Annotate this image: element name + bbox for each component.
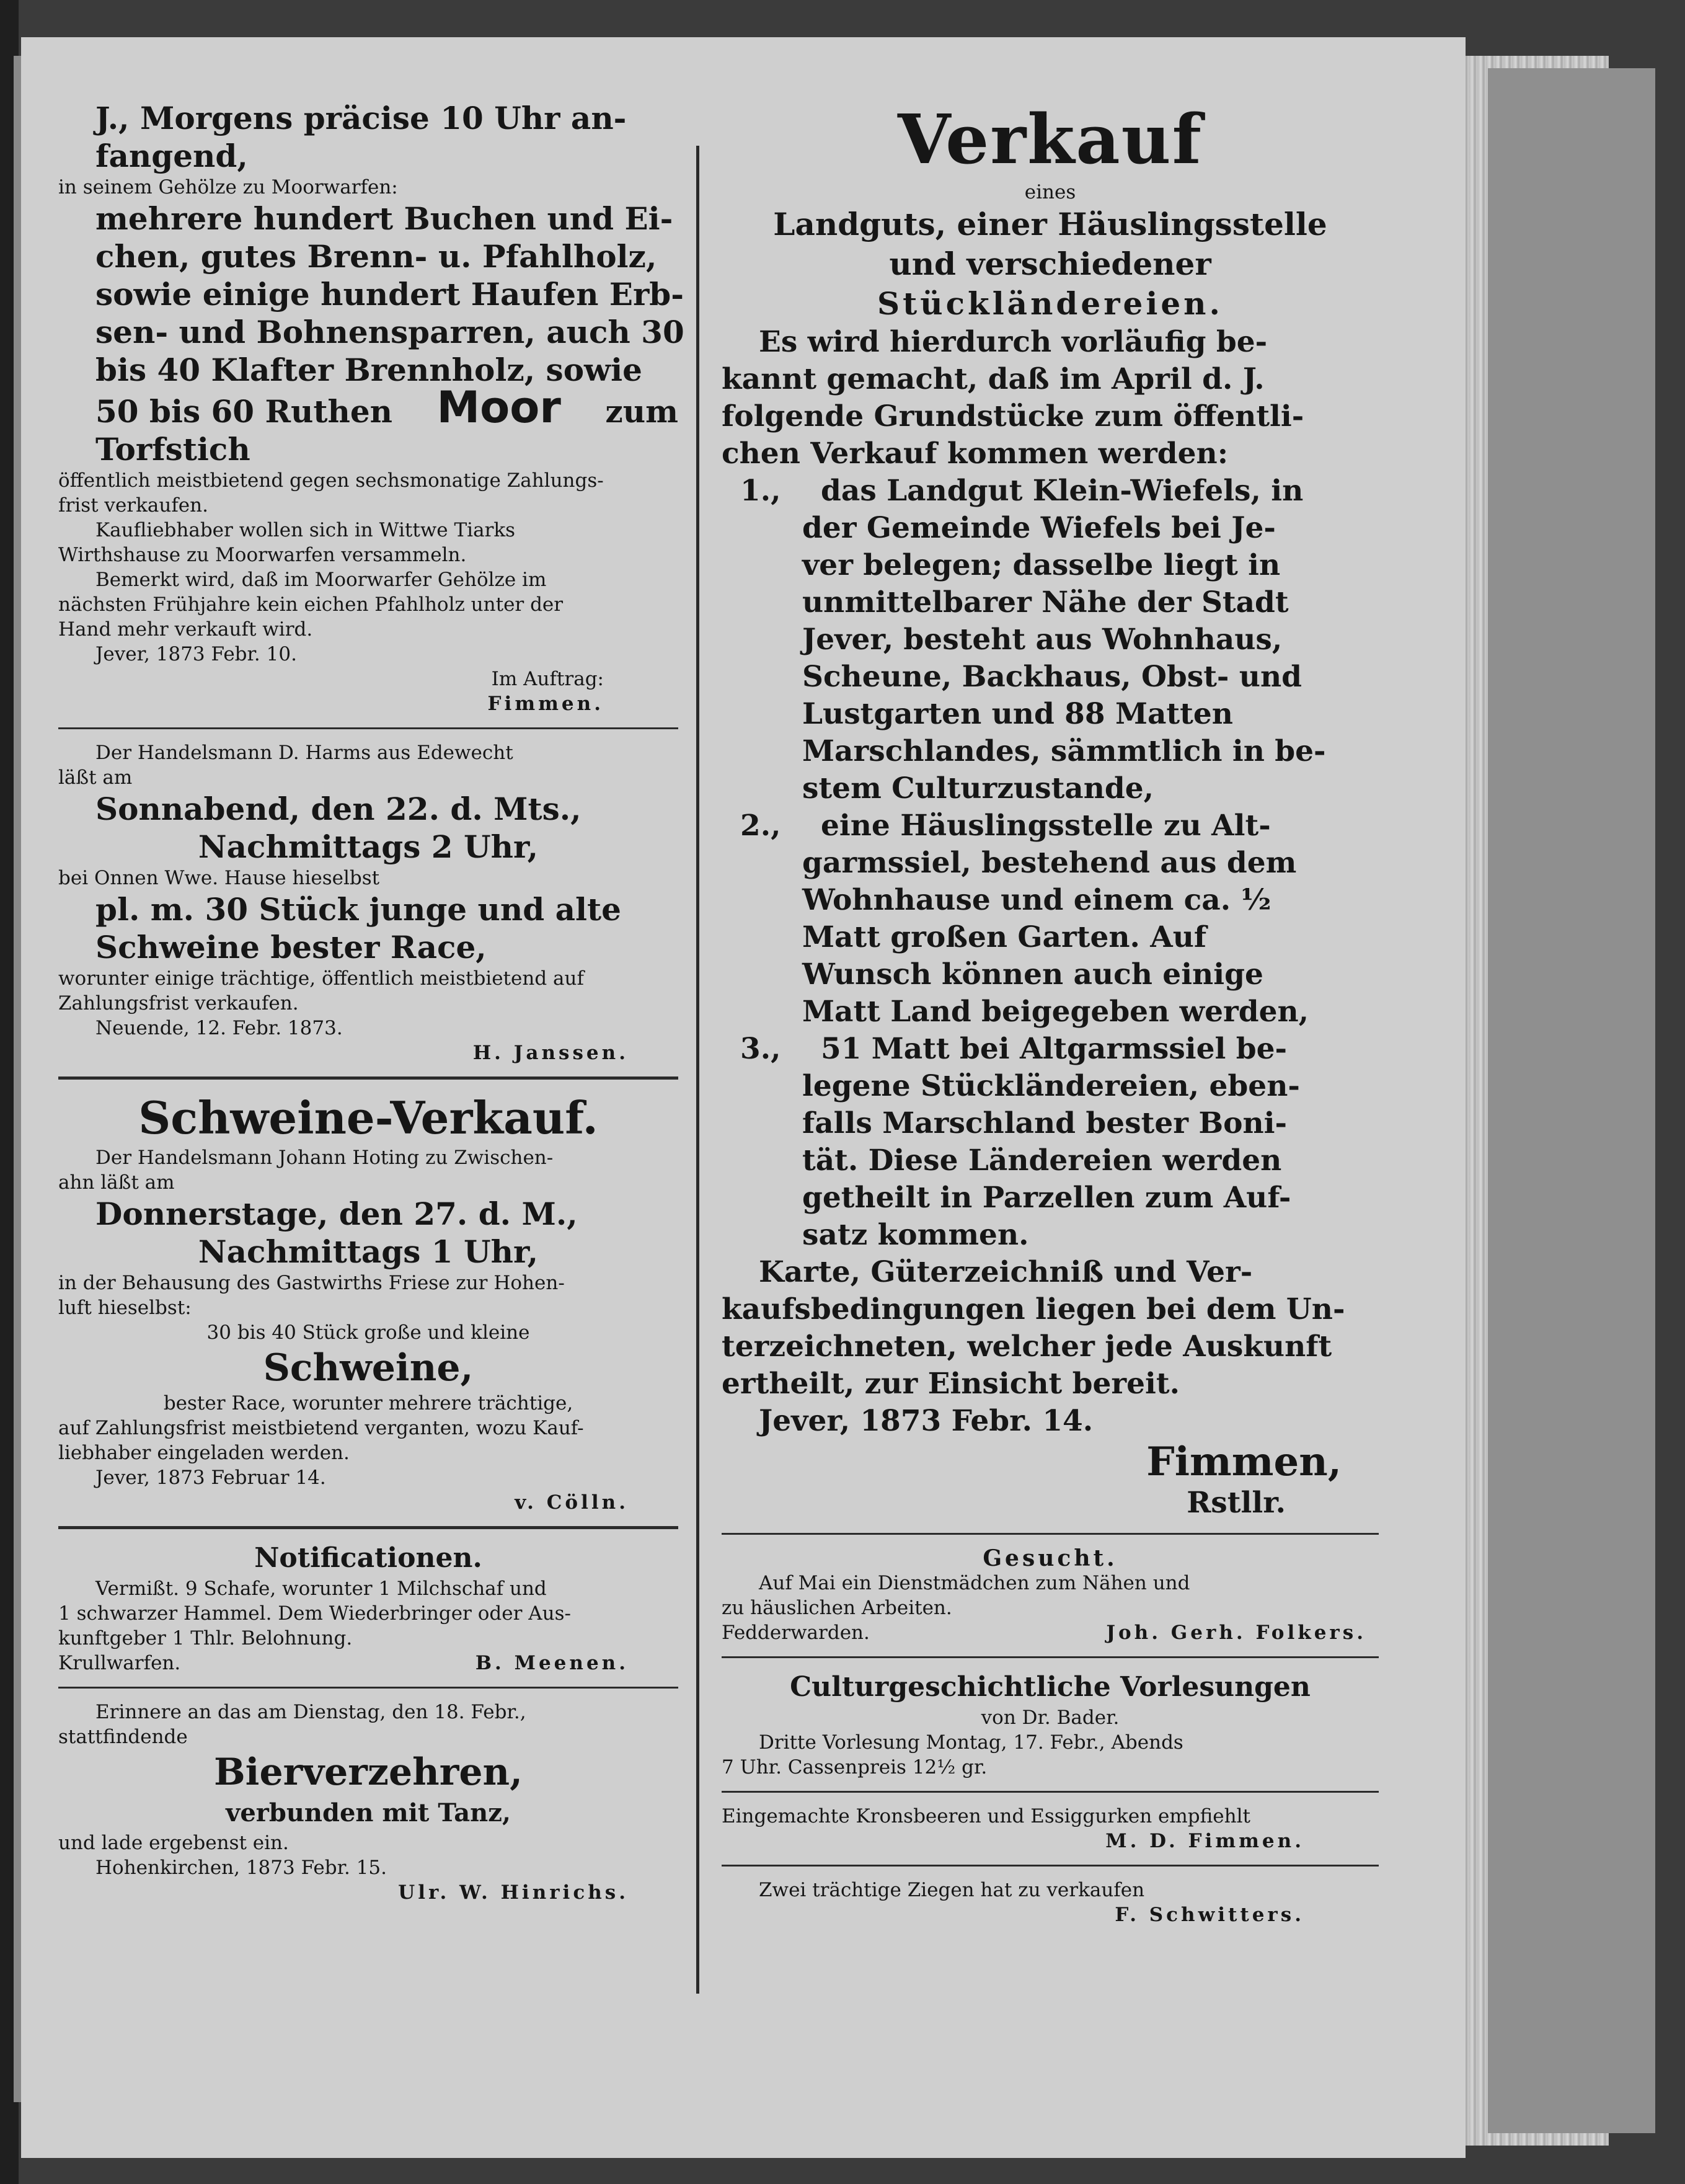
ad-line: Nachmittags 2 Uhr, — [198, 828, 539, 865]
estate-item-2 — [722, 807, 1379, 1031]
ad-line: und lade ergebenst ein. — [58, 1832, 289, 1854]
ad-title: Bierverzehren, — [213, 1751, 523, 1794]
ad-signature: H. Janssen. — [472, 1042, 629, 1064]
newspaper-page — [21, 37, 1466, 2158]
ad-line: läßt am — [58, 766, 133, 789]
ad-signature-role: Rstllr. — [1187, 1486, 1286, 1520]
ad-subtitle: Landguts, einer Häuslingsstelle — [773, 206, 1327, 242]
left-column — [58, 99, 684, 1905]
ad-separator — [722, 1791, 1379, 1793]
ad-line: bester Race, worunter mehrere trächtige, — [163, 1392, 573, 1414]
ad-line: bei Onnen Wwe. Hause hieselbst — [58, 867, 380, 889]
ad-line: zu häuslichen Arbeiten. — [722, 1597, 952, 1619]
estate-item-line: Lustgarten und 88 Matten — [802, 697, 1233, 731]
ad-separator — [722, 1865, 1379, 1867]
ad-line: kunftgeber 1 Thlr. Belohnung. — [58, 1627, 353, 1649]
estate-item-line: falls Marschland bester Boni- — [802, 1106, 1287, 1140]
ad-line: Vermißt. 9 Schafe, worunter 1 Milchschaf und — [95, 1578, 547, 1600]
ad-subtitle: Stückländereien. — [877, 285, 1223, 322]
ad-date: Hohenkirchen, 1873 Febr. 15. — [95, 1857, 387, 1879]
estate-item-3 — [722, 1031, 1379, 1254]
wanted-place: Fedderwarden. — [722, 1622, 870, 1644]
ad-line: Auf Mai ein Dienstmädchen zum Nähen und — [759, 1572, 1190, 1594]
ad-title: Gesucht. — [983, 1545, 1118, 1571]
estate-item-line: getheilt in Parzellen zum Auf- — [802, 1181, 1291, 1215]
ad-signature-role: Im Auftrag: — [491, 668, 604, 690]
lectures-ad — [722, 1669, 1379, 1780]
ad-line: sowie einige hundert Haufen Erb- — [95, 276, 684, 313]
ad-line: frist verkaufen. — [58, 494, 208, 517]
moor-line — [58, 382, 678, 433]
ad-line: auf Zahlungsfrist meistbietend verganten, wozu Kauf- — [58, 1417, 584, 1439]
ad-line: kaufsbedingungen liegen bei dem Un- — [722, 1292, 1345, 1326]
ad-line: stattfindende — [58, 1726, 188, 1748]
ad-line: luft hieselbst: — [58, 1297, 192, 1319]
ad-line: Wirthshause zu Moorwarfen versammeln. — [58, 544, 467, 566]
ad-line: Es wird hierdurch vorläufig be- — [759, 325, 1268, 359]
ad-line: fangend, — [95, 138, 248, 174]
ad-goods: Schweine, — [263, 1346, 474, 1390]
ad-line: Karte, Güterzeichniß und Ver- — [759, 1255, 1253, 1289]
ad-line: 1 schwarzer Hammel. Dem Wiederbringer oder Aus- — [58, 1602, 571, 1625]
ad-line: Dritte Vorlesung Montag, 17. Febr., Abends — [759, 1731, 1183, 1754]
notif-footer — [58, 1651, 678, 1676]
ad-line: ahn läßt am — [58, 1171, 175, 1194]
ad-line: Eingemachte Kronsbeeren und Essiggurken empfiehlt — [722, 1805, 1250, 1827]
ad-line: Kaufliebhaber wollen sich in Wittwe Tiarks — [95, 519, 516, 541]
estate-item-line: legene Stückländereien, eben- — [802, 1069, 1300, 1103]
ad-line: ertheilt, zur Einsicht bereit. — [722, 1367, 1180, 1401]
estate-sale-ad — [722, 99, 1379, 1522]
ad-signature: M. D. Fimmen. — [1105, 1830, 1304, 1852]
ad-separator — [722, 1656, 1379, 1658]
estate-item-line: 1., das Landgut Klein-Wiefels, in — [722, 473, 1379, 510]
estate-item-line: der Gemeinde Wiefels bei Je- — [802, 511, 1276, 545]
estate-item-line: satz kommen. — [802, 1218, 1029, 1252]
estate-item-line: 2., eine Häuslingsstelle zu Alt- — [722, 807, 1379, 845]
ad-line: liebhaber eingeladen werden. — [58, 1442, 350, 1464]
estate-item-line: unmittelbarer Nähe der Stadt — [802, 585, 1289, 619]
estate-item-line: Wunsch können auch einige — [802, 957, 1263, 992]
ad-line: Zahlungsfrist verkaufen. — [58, 992, 299, 1014]
ad-signature: F. Schwitters. — [1115, 1904, 1304, 1926]
ad-line: Torfstich — [95, 431, 250, 468]
ad-line: chen, gutes Brenn- u. Pfahlholz, — [95, 238, 657, 275]
moor-post: zum — [605, 393, 678, 430]
ad-title: Culturgeschichtliche Vorlesungen — [790, 1671, 1311, 1703]
ad-line: Der Handelsmann Johann Hoting zu Zwischen- — [95, 1147, 554, 1169]
ad-line: J., Morgens präcise 10 Uhr an- — [95, 100, 627, 136]
ad-separator — [58, 1076, 678, 1080]
ad-date: Neuende, 12. Febr. 1873. — [95, 1017, 343, 1039]
ad-line: in seinem Gehölze zu Moorwarfen: — [58, 176, 398, 198]
ad-line: 30 bis 40 Stück große und kleine — [206, 1321, 530, 1344]
ad-signature: Ulr. W. Hinrichs. — [398, 1881, 629, 1904]
estate-item-line: stem Culturzustande, — [802, 771, 1154, 806]
ad-line: Hand mehr verkauft wird. — [58, 618, 313, 641]
beer-event — [58, 1700, 678, 1905]
ad-line: Nachmittags 1 Uhr, — [198, 1233, 539, 1270]
ad-line: Erinnere an das am Dienstag, den 18. Febr., — [95, 1701, 526, 1723]
ad-line: kannt gemacht, daß im April d. J. — [722, 362, 1265, 396]
ad-line: worunter einige trächtige, öffentlich meistbietend auf — [58, 967, 584, 990]
notif-title: Notificationen. — [254, 1542, 482, 1574]
ad-line: von Dr. Bader. — [981, 1707, 1120, 1729]
ad-signature: Fimmen. — [487, 693, 604, 715]
ad-line: bis 40 Klafter Brennholz, sowie — [95, 352, 642, 388]
ad-date: Jever, 1873 Februar 14. — [95, 1467, 326, 1489]
estate-item-line: 3., 51 Matt bei Altgarmssiel be- — [722, 1031, 1379, 1068]
wanted-footer — [722, 1620, 1379, 1645]
estate-item-line: Jever, besteht aus Wohnhaus, — [802, 623, 1283, 657]
estate-item-line: Scheune, Backhaus, Obst- und — [802, 660, 1302, 694]
estate-item-line: tät. Diese Ländereien werden — [802, 1143, 1282, 1178]
ad-line: eines — [1024, 181, 1076, 203]
ad-line: öffentlich meistbietend gegen sechsmonatige Zahlungs- — [58, 469, 604, 492]
ad-separator — [58, 1526, 678, 1529]
estate-item-line: ver belegen; dasselbe liegt in — [802, 548, 1281, 582]
estate-item-line: garmssiel, bestehend aus dem — [802, 846, 1297, 880]
ad-signature: Joh. Gerh. Folkers. — [1106, 1622, 1366, 1644]
ad-title: Schweine-Verkauf. — [138, 1091, 598, 1144]
ad-line: nächsten Frühjahre kein eichen Pfahlholz unter der — [58, 593, 564, 616]
ad-subtitle: und verschiedener — [889, 246, 1211, 282]
ad-line: Sonnabend, den 22. d. Mts., — [95, 791, 582, 827]
ad-separator — [722, 1533, 1379, 1535]
ad-title: Verkauf — [898, 99, 1203, 179]
estate-item-1 — [722, 473, 1379, 807]
moor-pre: 50 bis 60 Ruthen — [95, 393, 393, 430]
ad-date: Jever, 1873 Febr. 14. — [759, 1404, 1094, 1438]
ad-line: verbunden mit Tanz, — [226, 1798, 511, 1827]
estate-item-line: Matt Land beigegeben werden, — [802, 995, 1309, 1029]
notif-place: Krullwarfen. — [58, 1652, 181, 1674]
estate-item-line: Matt großen Garten. Auf — [802, 920, 1207, 954]
ad-line: 7 Uhr. Cassenpreis 12½ gr. — [722, 1756, 988, 1778]
column-divider — [696, 146, 699, 1994]
ad-line: Donnerstage, den 27. d. M., — [95, 1196, 578, 1232]
ad-line: Bemerkt wird, daß im Moorwarfer Gehölze im — [95, 569, 547, 591]
auction-ad-moorwarfen — [58, 99, 684, 716]
pig-sale-hoting — [58, 1091, 678, 1515]
goats-ad — [722, 1878, 1379, 1927]
estate-item-number: 1., — [740, 474, 781, 508]
ad-line: sen- und Bohnensparren, auch 30 — [95, 314, 684, 350]
cranberry-ad — [722, 1804, 1379, 1853]
ad-line: in der Behausung des Gastwirths Friese zur Hohen- — [58, 1272, 565, 1294]
notifications — [58, 1540, 678, 1676]
ad-line: Der Handelsmann D. Harms aus Edewecht — [95, 742, 513, 764]
book-edge — [1488, 68, 1655, 2133]
ad-line: chen Verkauf kommen werden: — [722, 437, 1229, 471]
ad-line: Zwei trächtige Ziegen hat zu verkaufen — [759, 1879, 1145, 1901]
ad-line: mehrere hundert Buchen und Ei- — [95, 200, 673, 237]
ad-line: folgende Grundstücke zum öffentli- — [722, 399, 1304, 433]
estate-item-number: 3., — [740, 1032, 781, 1066]
ad-separator — [58, 1687, 678, 1689]
ad-line: pl. m. 30 Stück junge und alte — [95, 891, 621, 928]
ad-signature: v. Cölln. — [515, 1491, 629, 1514]
ad-date: Jever, 1873 Febr. 10. — [95, 643, 297, 665]
moor-word: Moor — [436, 382, 561, 433]
ad-signature: B. Meenen. — [475, 1652, 629, 1674]
estate-item-number: 2., — [740, 809, 781, 843]
right-column — [722, 99, 1379, 1927]
ad-line: Schweine bester Race, — [95, 929, 487, 965]
estate-item-line: Marschlandes, sämmtlich in be- — [802, 734, 1326, 768]
wanted-ad — [722, 1546, 1379, 1645]
estate-item-line: Wohnhause und einem ca. ½ — [802, 883, 1271, 917]
ad-signature: Fimmen, — [1146, 1439, 1342, 1485]
pig-sale-harms — [58, 740, 678, 1065]
ad-line: terzeichneten, welcher jede Auskunft — [722, 1329, 1332, 1364]
ad-separator — [58, 727, 678, 729]
